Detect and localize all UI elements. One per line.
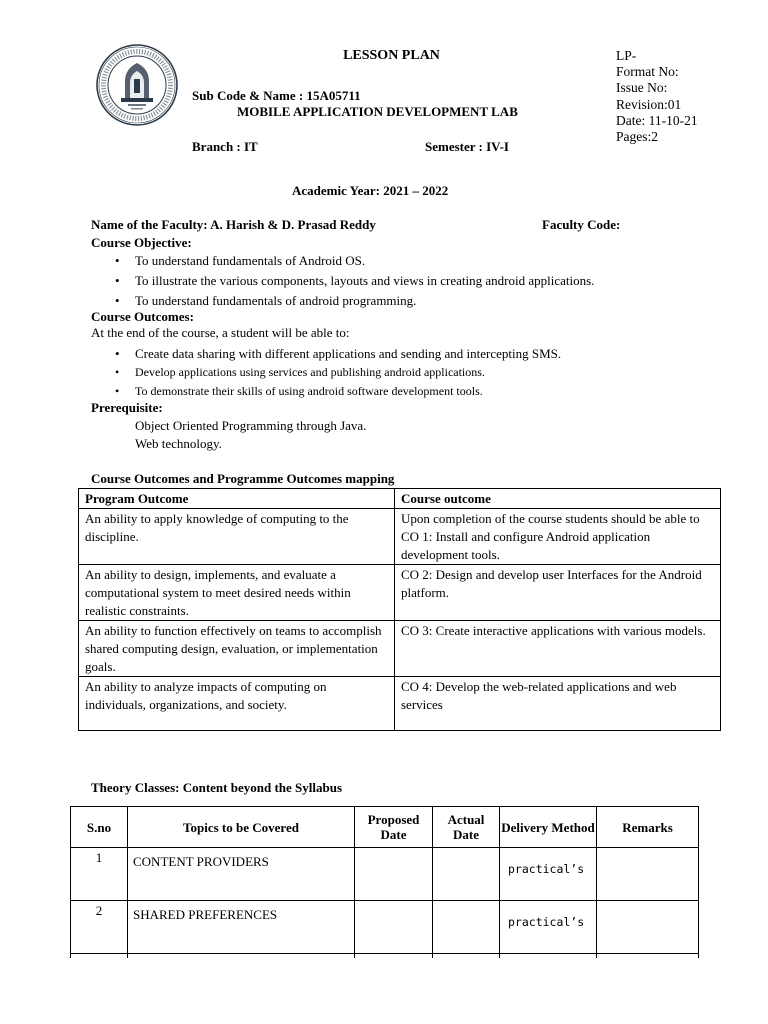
proposed-date-cell xyxy=(355,848,433,901)
column-header-topics: Topics to be Covered xyxy=(128,807,355,848)
actual-date-cell xyxy=(433,848,500,901)
semester: Semester : IV-I xyxy=(425,139,509,154)
prerequisite-item: Web technology. xyxy=(135,436,222,451)
program-outcome-cell: An ability to function effectively on teams to accomplish shared computing design, evaluation, or implementation goals. xyxy=(79,621,395,677)
table-row xyxy=(71,848,699,901)
proposed-date-cell xyxy=(355,901,433,954)
course-objective-list xyxy=(91,251,594,311)
subject-name: MOBILE APPLICATION DEVELOPMENT LAB xyxy=(237,104,518,119)
faculty-code: Faculty Code: xyxy=(542,217,621,232)
meta-lp: LP- xyxy=(616,48,637,63)
outcomes-mapping-table xyxy=(78,488,721,731)
course-outcome-cell: CO 4: Develop the web-related applications and web services xyxy=(395,677,721,731)
course-outcome-cell: CO 3: Create interactive applications with various models. xyxy=(395,621,721,677)
meta-revision: Revision:01 xyxy=(616,96,682,112)
program-outcome-cell: An ability to analyze impacts of computing on individuals, organizations, and society. xyxy=(79,677,395,731)
course-outcome-cell: CO 2: Design and develop user Interfaces for the Android platform. xyxy=(395,565,721,621)
list-item: • To understand fundamentals of android programming. xyxy=(91,291,594,311)
list-item: • To demonstrate their skills of using android software development tools. xyxy=(91,382,561,401)
sno-cell: 2 xyxy=(71,901,128,954)
column-header-sno: S.no xyxy=(71,807,128,848)
sno-cell: 1 xyxy=(71,848,128,901)
mapping-title: Course Outcomes and Programme Outcomes mapping xyxy=(91,471,395,486)
table-header-row xyxy=(71,807,699,848)
branch: Branch : IT xyxy=(192,139,258,154)
course-outcome-text: Upon completion of the course students should be able to CO 1: Install and configure Android application development tools. xyxy=(401,511,700,562)
theory-classes-title: Theory Classes: Content beyond the Syllabus xyxy=(91,780,343,795)
course-outcomes-intro: At the end of the course, a student will be able to: xyxy=(91,325,350,340)
table-row xyxy=(79,509,721,565)
meta-format-no: Format No: xyxy=(616,64,679,80)
course-outcome-cell xyxy=(395,509,721,565)
course-outcomes-heading: Course Outcomes: xyxy=(91,309,194,324)
list-item: • To understand fundamentals of Android OS. xyxy=(91,251,594,271)
prerequisite-heading: Prerequisite: xyxy=(91,400,163,415)
column-header-remarks: Remarks xyxy=(597,807,699,848)
column-header: Program Outcome xyxy=(79,489,395,509)
table-row xyxy=(71,901,699,954)
list-item: • Create data sharing with different applications and sending and intercepting SMS. xyxy=(91,344,561,363)
list-item: • Develop applications using services and publishing android applications. xyxy=(91,363,561,382)
topic-cell: SHARED PREFERENCES xyxy=(128,901,355,954)
page-cutoff xyxy=(60,958,720,1024)
column-header: Course outcome xyxy=(395,489,721,509)
document-meta xyxy=(616,48,698,145)
topic-cell: CONTENT PROVIDERS xyxy=(128,848,355,901)
academic-year: Academic Year: 2021 – 2022 xyxy=(292,183,449,198)
course-objective-heading: Course Objective: xyxy=(91,235,192,250)
table-row xyxy=(79,621,721,677)
subject-code: Sub Code & Name : 15A05711 xyxy=(192,88,361,103)
meta-issue-no: Issue No: xyxy=(616,80,668,96)
program-outcome-cell: An ability to design, implements, and evaluate a computational system to meet desired needs within realistic constraints. xyxy=(79,565,395,621)
table-header-row xyxy=(79,489,721,509)
prerequisite-item: Object Oriented Programming through Java. xyxy=(135,418,367,433)
delivery-method-cell: practical’s xyxy=(500,901,597,954)
program-outcome-cell: An ability to apply knowledge of computing to the discipline. xyxy=(79,509,395,565)
remarks-cell xyxy=(597,848,699,901)
faculty-name: Name of the Faculty: A. Harish & D. Prasad Reddy xyxy=(91,217,376,232)
meta-date: Date: 11-10-21 xyxy=(616,112,698,128)
table-row xyxy=(79,565,721,621)
table-row xyxy=(79,677,721,731)
meta-pages: Pages:2 xyxy=(616,129,658,145)
column-header-actual-date: Actual Date xyxy=(433,807,500,848)
course-outcomes-list xyxy=(91,344,561,401)
remarks-cell xyxy=(597,901,699,954)
list-item: • To illustrate the various components, layouts and views in creating android applications. xyxy=(91,271,594,291)
column-header-delivery-method: Delivery Method xyxy=(500,807,597,848)
document-title: LESSON PLAN xyxy=(343,48,440,63)
column-header-proposed-date: Proposed Date xyxy=(355,807,433,848)
delivery-method-cell: practical’s xyxy=(500,848,597,901)
actual-date-cell xyxy=(433,901,500,954)
